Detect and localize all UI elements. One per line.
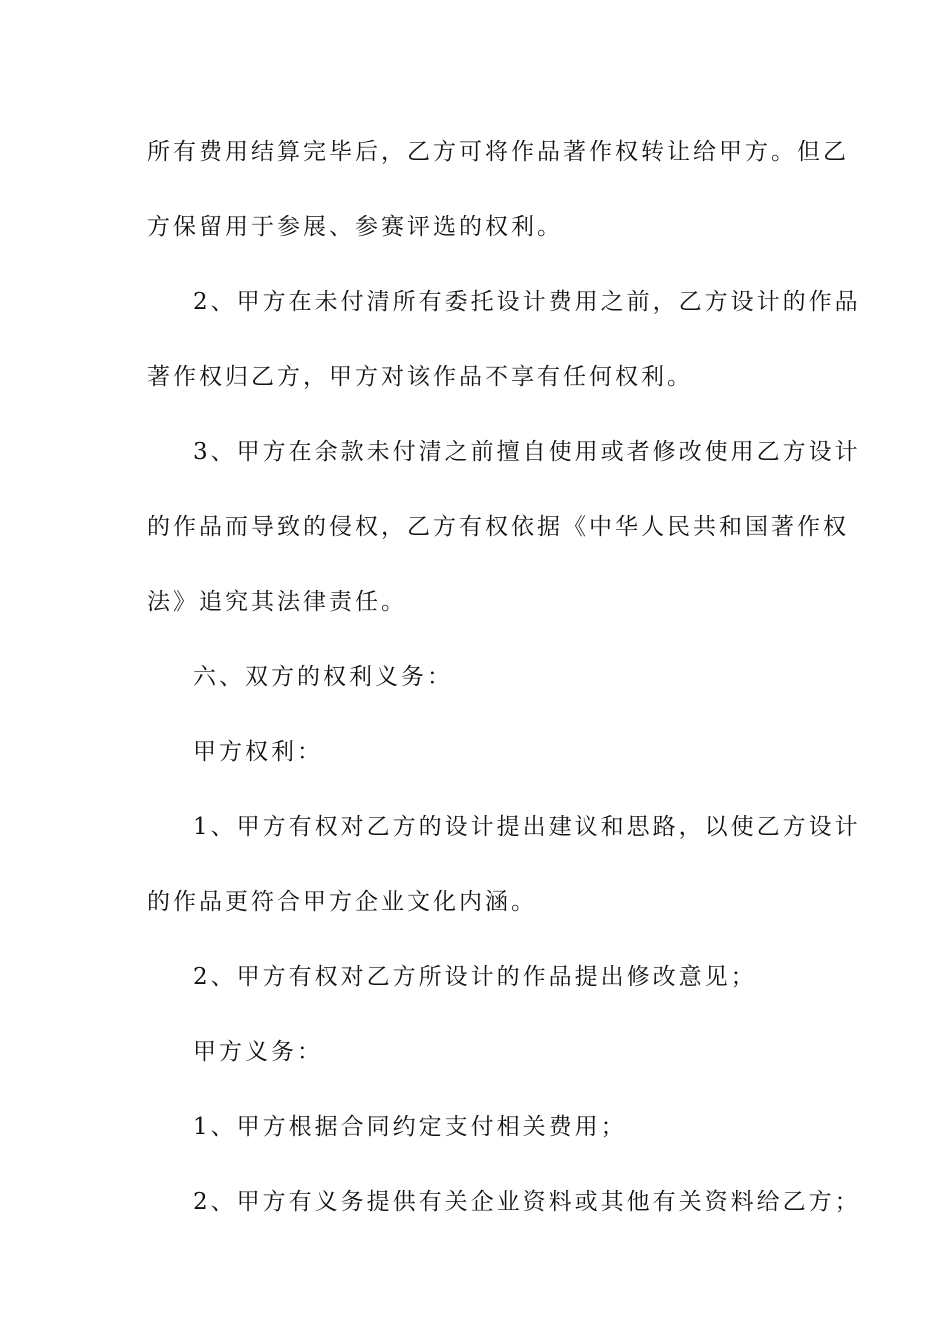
- clause-1-line: 1、甲方根据合同约定支付相关费用；: [193, 1114, 627, 1140]
- clause-2-line: 2、甲方有义务提供有关企业资料或其他有关资料给乙方；: [193, 1189, 861, 1215]
- paragraph-line: 法》追究其法律责任。: [147, 589, 407, 615]
- clause-1-line: 1、甲方有权对乙方的设计提出建议和思路，以使乙方设计: [193, 814, 861, 840]
- section-heading: 六、双方的权利义务：: [193, 664, 453, 690]
- paragraph-line: 著作权归乙方，甲方对该作品不享有任何权利。: [147, 364, 693, 390]
- clause-3-line: 3、甲方在余款未付清之前擅自使用或者修改使用乙方设计: [193, 439, 861, 465]
- paragraph-line: 的作品更符合甲方企业文化内涵。: [147, 889, 537, 915]
- paragraph-line: 所有费用结算完毕后，乙方可将作品著作权转让给甲方。但乙: [147, 139, 849, 165]
- subsection-heading: 甲方权利：: [193, 739, 323, 765]
- clause-2-line: 2、甲方在未付清所有委托设计费用之前，乙方设计的作品: [193, 289, 861, 315]
- subsection-heading: 甲方义务：: [193, 1039, 323, 1065]
- paragraph-line: 方保留用于参展、参赛评选的权利。: [147, 214, 563, 240]
- paragraph-line: 的作品而导致的侵权，乙方有权依据《中华人民共和国著作权: [147, 514, 849, 540]
- clause-2-line: 2、甲方有权对乙方所设计的作品提出修改意见；: [193, 964, 757, 990]
